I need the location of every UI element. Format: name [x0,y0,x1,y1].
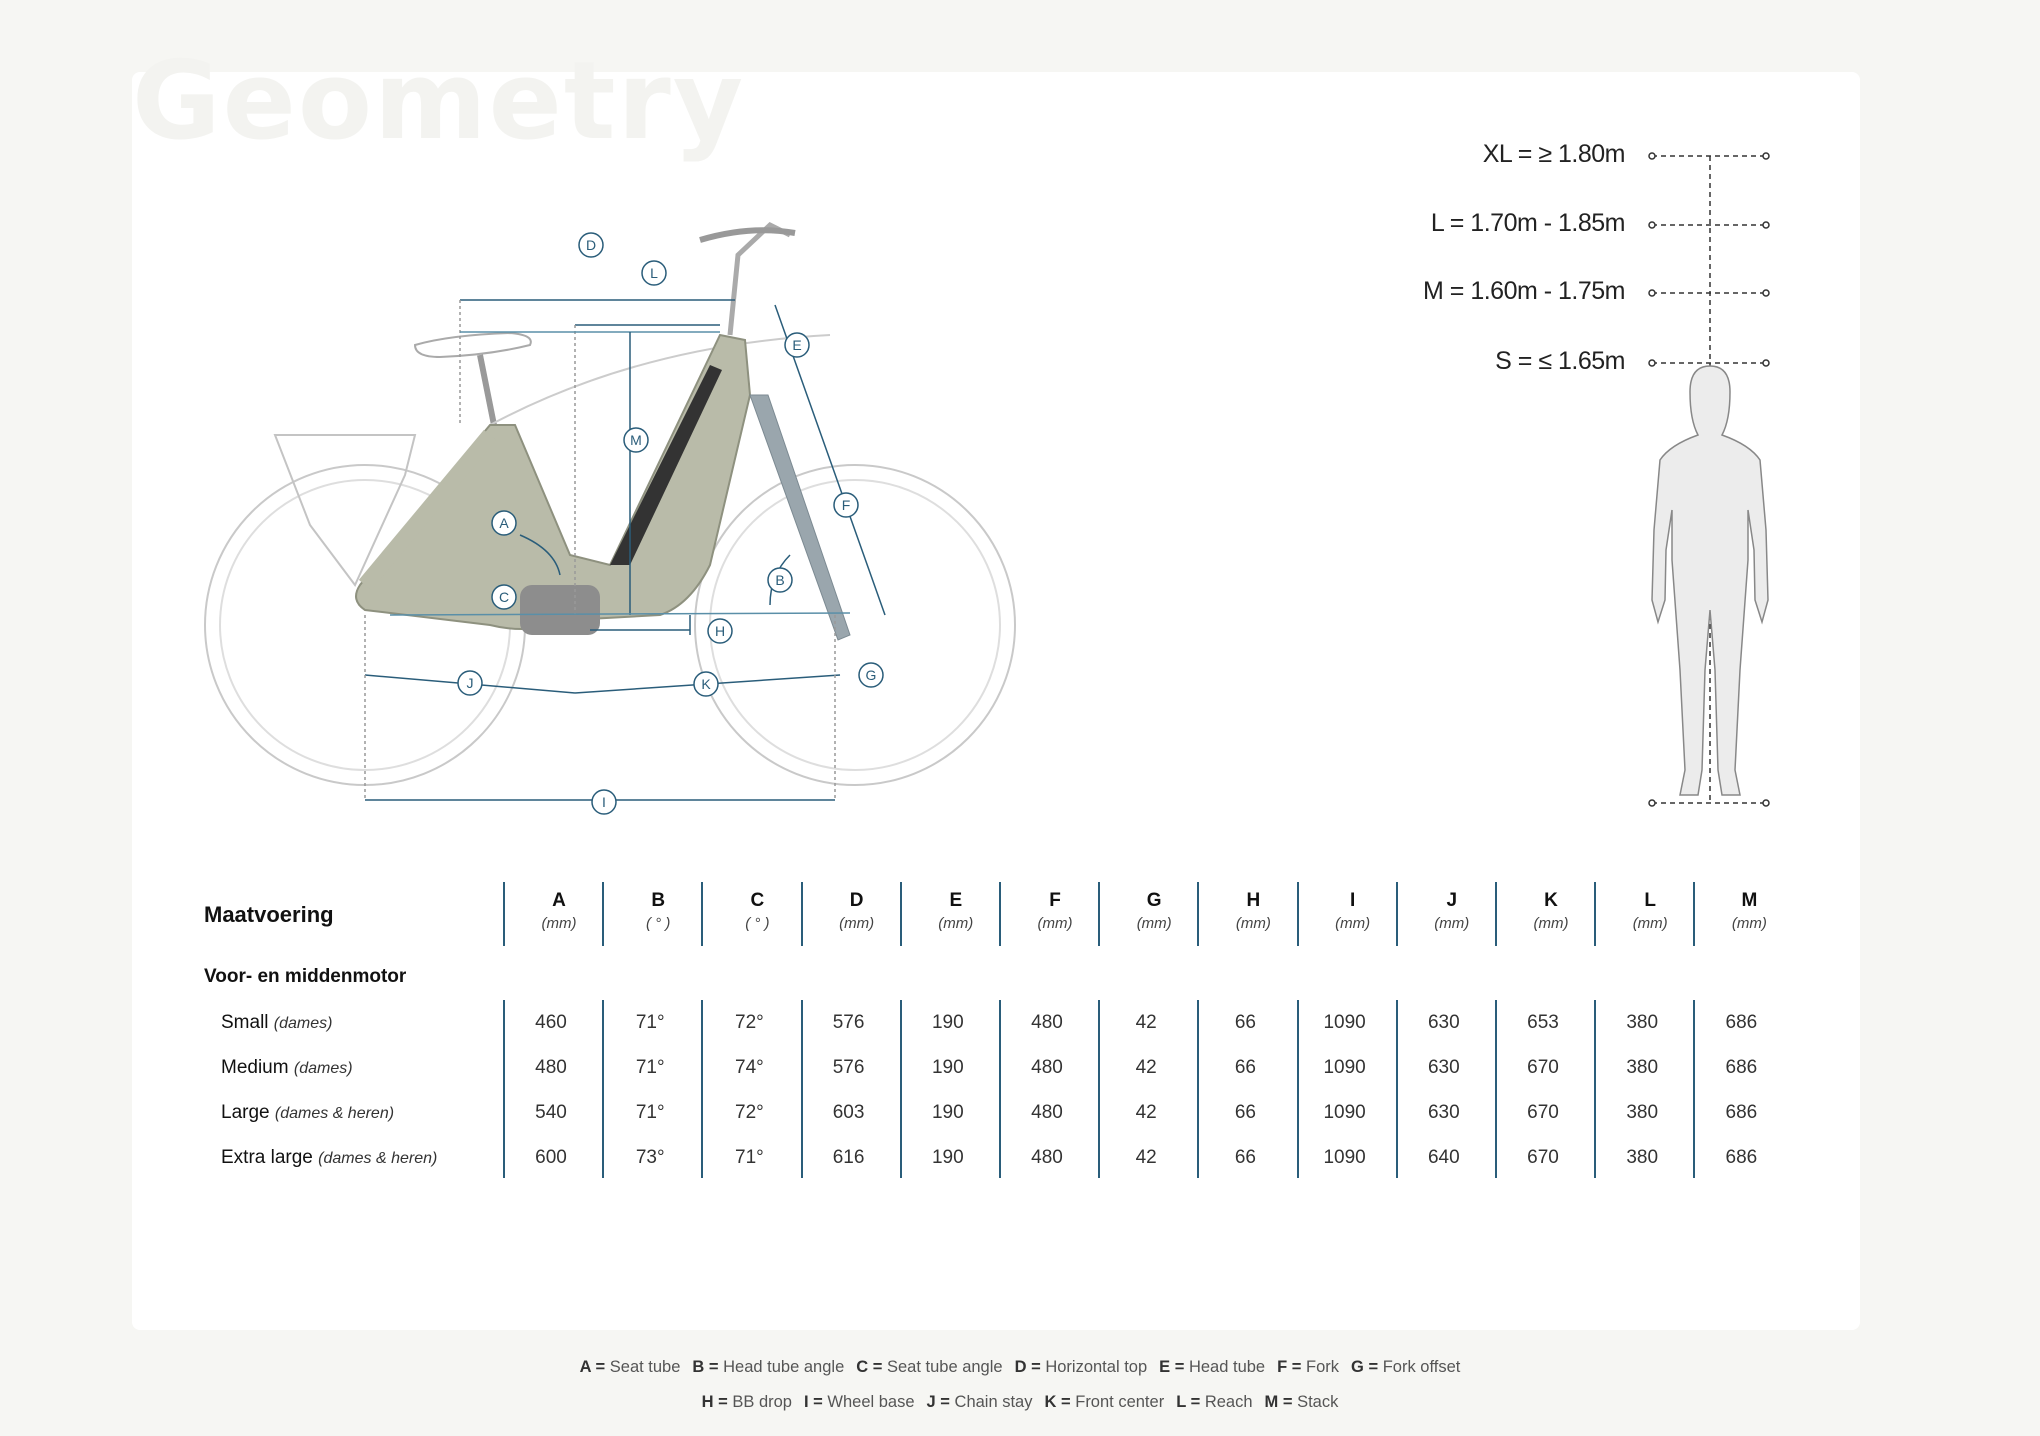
column-letter: E [949,890,963,911]
column-header-e [907,890,1005,932]
table-cell: 576 [832,1012,865,1033]
column-divider [1098,882,1100,946]
legend-key: H = [701,1393,728,1411]
table-cell: 480 [535,1057,567,1078]
motor [520,585,600,635]
column-unit: (mm) [541,915,577,932]
legend-text: Head tube angle [723,1358,845,1376]
svg-text:L: L [650,265,658,281]
column-letter: A [552,890,566,911]
column-unit: (mm) [1632,915,1668,932]
table-cell: 670 [1527,1057,1559,1078]
table-cell: 686 [1725,1147,1758,1168]
legend-item [1277,1358,1339,1376]
size-xl-label: XL = ≥ 1.80m [1482,140,1625,168]
column-header-l [1601,890,1699,932]
size-m-label: M = 1.60m - 1.75m [1423,277,1625,305]
svg-text:I: I [602,794,606,810]
row-size-name: Large [221,1102,270,1123]
table-cell: 630 [1427,1012,1460,1033]
table-cell: 66 [1234,1102,1256,1123]
column-header-c [708,890,806,932]
label-a [492,511,516,535]
column-unit: (mm) [1235,915,1271,932]
column-header-g [1105,890,1203,932]
svg-text:K: K [701,676,711,692]
table-cell: 630 [1427,1057,1460,1078]
table-row-label [221,1057,353,1079]
label-f [834,493,858,517]
page-title-watermark: Geometry [132,39,746,164]
table-row-label [221,1102,394,1124]
column-header-b [609,890,707,932]
legend-key: D = [1014,1358,1041,1376]
column-unit: ( ° ) [646,915,671,932]
legend-item [580,1358,681,1376]
size-labels [1380,130,1625,430]
column-header-i [1304,890,1402,932]
size-l-label: L = 1.70m - 1.85m [1430,209,1625,237]
column-unit: (mm) [1533,915,1569,932]
column-unit: (mm) [839,915,875,932]
table-cell: 480 [1031,1147,1063,1168]
column-divider [503,882,505,946]
table-row-label [221,1147,437,1169]
handlebar [730,225,790,335]
label-m [624,428,648,452]
table-cell: 66 [1234,1012,1256,1033]
table-cell: 686 [1725,1057,1758,1078]
column-header-f [1006,890,1104,932]
table-cell: 71° [635,1057,665,1078]
legend-text: Wheel base [827,1393,915,1411]
column-letter: B [651,890,666,911]
table-cell: 380 [1626,1147,1659,1168]
table-cell: 42 [1135,1102,1157,1123]
legend-item [1159,1358,1265,1376]
table-cell: 600 [535,1147,567,1168]
table-cell: 630 [1427,1102,1460,1123]
column-unit: (mm) [1136,915,1172,932]
column-unit: (mm) [938,915,974,932]
human-figure [1652,366,1768,795]
column-unit: (mm) [1434,915,1470,932]
table-cell: 66 [1234,1057,1256,1078]
table-cell: 71° [635,1102,665,1123]
table-cell: 603 [832,1102,865,1123]
svg-text:M: M [630,432,642,448]
table-cell: 73° [635,1147,665,1168]
top-guide-line [490,335,830,425]
table-cell: 653 [1527,1012,1559,1033]
table-cell: 576 [832,1057,865,1078]
legend-key: G = [1351,1358,1379,1376]
column-letter: J [1446,890,1458,911]
table-cell: 540 [535,1102,567,1123]
legend-item [1045,1393,1165,1411]
row-size-sub: (dames & heren) [318,1150,438,1167]
row-size-name: Small [221,1012,269,1033]
table-cell: 380 [1626,1057,1659,1078]
table-cell: 480 [1031,1012,1063,1033]
legend-text: Chain stay [954,1393,1033,1411]
legend-item [692,1358,844,1376]
column-divider [602,882,604,946]
svg-text:F: F [841,497,851,513]
column-letter: D [849,890,864,911]
legend-item [804,1393,915,1411]
table-title: Maatvoering [204,902,334,927]
svg-text:H: H [714,623,726,639]
label-h [708,619,732,643]
table-cell: 72° [735,1012,764,1033]
svg-text:G: G [865,667,877,683]
legend-key: I = [803,1393,823,1411]
column-divider [1396,882,1398,946]
table-cell: 480 [1031,1102,1063,1123]
column-letter: M [1741,890,1758,911]
table-cell: 190 [931,1147,964,1168]
table-cell: 670 [1527,1147,1559,1168]
table-cell: 480 [1031,1057,1063,1078]
bike-geometry-diagram [190,195,1030,835]
label-k [694,672,718,696]
legend-line-2 [0,1393,2040,1412]
column-header-h [1204,890,1302,932]
handlebar-grip [700,230,795,240]
size-s-label: S = ≤ 1.65m [1495,347,1625,375]
column-letter: C [750,890,765,911]
label-b [768,568,792,592]
legend-text: Stack [1297,1393,1339,1411]
table-cell: 460 [535,1012,567,1033]
column-letter: I [1349,890,1356,911]
legend-key: A = [579,1358,606,1376]
column-divider [1297,882,1299,946]
table-cell: 1090 [1323,1147,1366,1168]
table-cell: 71° [735,1147,764,1168]
svg-text:E: E [792,337,802,353]
column-header-k [1502,890,1600,932]
table-cell: 1090 [1323,1057,1366,1078]
table-cell: 380 [1626,1102,1659,1123]
saddle [415,333,531,357]
legend-text: Fork [1306,1358,1340,1376]
table-cell: 42 [1135,1057,1157,1078]
table-cell: 380 [1626,1012,1659,1033]
legend-text: Seat tube angle [886,1358,1003,1376]
legend-text: BB drop [732,1393,792,1411]
table-cell: 71° [635,1012,665,1033]
table-cell: 686 [1725,1012,1758,1033]
label-c [492,585,516,609]
legend-item [1265,1393,1339,1411]
row-size-sub: (dames & heren) [274,1105,395,1122]
label-l [642,261,666,285]
table-cell: 190 [931,1012,964,1033]
column-divider [801,882,803,946]
svg-text:A: A [499,515,509,531]
column-header-j [1403,890,1501,932]
table-cell: 42 [1135,1147,1157,1168]
row-size-sub: (dames) [293,1060,353,1077]
bike-frame [356,335,750,629]
legend-text: Front center [1075,1393,1165,1411]
legend-key: M = [1264,1393,1293,1411]
column-letter: H [1246,890,1261,911]
table-cell: 686 [1725,1102,1758,1123]
legend-key: C = [856,1358,883,1376]
table-cell: 1090 [1323,1102,1366,1123]
row-size-sub: (dames) [273,1015,333,1032]
legend-key: J = [926,1393,950,1411]
legend-line-1 [0,1358,2040,1377]
table-cell: 670 [1527,1102,1559,1123]
legend-key: F = [1277,1358,1302,1376]
legend-item [856,1358,1002,1376]
legend-text: Fork offset [1382,1358,1461,1376]
column-letter: F [1049,890,1061,911]
legend-key: L = [1176,1393,1201,1411]
table-row-label [221,1012,332,1034]
label-j [458,671,482,695]
fork [750,395,850,640]
svg-text:D: D [585,237,597,253]
column-divider [701,882,703,946]
column-letter: K [1544,890,1558,911]
table-cell: 190 [931,1057,964,1078]
legend-key: B = [692,1358,719,1376]
column-header-d [808,890,906,932]
column-divider [1495,882,1497,946]
legend-key: K = [1044,1393,1071,1411]
table-cell: 190 [931,1102,964,1123]
legend-item [1351,1358,1460,1376]
table-group-title: Voor- en middenmotor [204,966,407,987]
row-size-name: Extra large [221,1147,313,1168]
column-divider [1693,882,1695,946]
legend-text: Reach [1204,1393,1253,1411]
seat-post [480,355,495,430]
column-unit: (mm) [1335,915,1371,932]
table-cell: 640 [1427,1147,1460,1168]
legend-text: Head tube [1188,1358,1266,1376]
column-header-a [510,890,608,932]
column-divider [900,882,902,946]
column-divider [1594,882,1596,946]
legend-text: Seat tube [609,1358,681,1376]
column-unit: (mm) [1731,915,1767,932]
legend-item [927,1393,1033,1411]
column-letter: L [1644,890,1656,911]
svg-text:B: B [775,572,785,588]
legend-item [702,1393,792,1411]
table-cell: 1090 [1323,1012,1366,1033]
label-e [785,333,809,357]
column-divider [1197,882,1199,946]
column-divider [999,882,1001,946]
legend-text: Horizontal top [1045,1358,1148,1376]
legend-item [1176,1393,1252,1411]
label-d [579,233,603,257]
column-letter: G [1146,890,1162,911]
table-cell: 74° [735,1057,764,1078]
table-cell: 72° [735,1102,764,1123]
svg-text:J: J [466,675,474,691]
row-size-name: Medium [221,1057,289,1078]
table-cell: 66 [1234,1147,1256,1168]
svg-text:C: C [498,589,510,605]
table-cell: 42 [1135,1012,1157,1033]
table-cell: 616 [832,1147,865,1168]
legend-item [1015,1358,1148,1376]
label-g [859,663,883,687]
column-header-m [1700,890,1798,932]
column-unit: (mm) [1037,915,1073,932]
column-unit: ( ° ) [745,915,770,932]
legend-key: E = [1159,1358,1185,1376]
label-i [592,790,616,814]
